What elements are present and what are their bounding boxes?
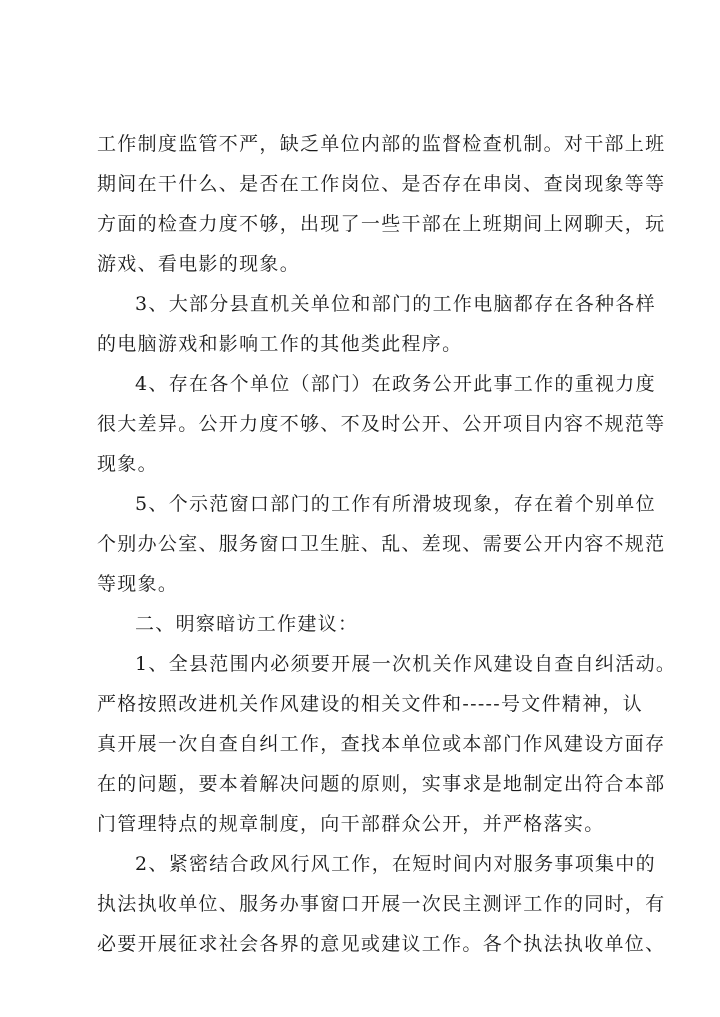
text-line-11: 个别办公室、服务窗口卫生脏、乱、差现、需要公开内容不规范 [97, 533, 666, 555]
text-line-17: 在的问题，要本着解决问题的原则，实事求是地制定出符合本部 [97, 773, 666, 795]
text-line-2: 期间在干什么、是否在工作岗位、是否存在串岗、查岗现象等等 [97, 173, 666, 195]
text-line-13: 二、明察暗访工作建议： [135, 613, 359, 635]
text-line-10: 5、个示范窗口部门的工作有所滑坡现象，存在着个别单位 [135, 493, 656, 515]
text-line-3: 方面的检查力度不够，出现了一些干部在上班期间上网聊天，玩 [97, 213, 666, 235]
text-line-14: 1、全县范围内必须要开展一次机关作风建设自查自纠活动。 [135, 653, 677, 675]
text-line-8: 很大差异。公开力度不够、不及时公开、公开项目内容不规范等 [97, 413, 666, 435]
text-line-1: 工作制度监管不严，缺乏单位内部的监督检查机制。对干部上班 [97, 133, 666, 155]
text-line-7: 4、存在各个单位（部门）在政务公开此事工作的重视力度 [135, 373, 656, 395]
text-line-19: 2、紧密结合政风行风工作，在短时间内对服务事项集中的 [135, 853, 656, 875]
text-line-18: 门管理特点的规章制度，向干部群众公开，并严格落实。 [97, 813, 605, 835]
text-line-9: 现象。 [97, 453, 158, 475]
text-line-16: 真开展一次自查自纠工作，查找本单位或本部门作风建设方面存 [97, 733, 666, 755]
text-line-12: 等现象。 [97, 573, 179, 595]
text-line-5: 3、大部分县直机关单位和部门的工作电脑都存在各种各样 [135, 293, 656, 315]
text-line-4: 游戏、看电影的现象。 [97, 253, 301, 275]
text-line-15: 严格按照改进机关作风建设的相关文件和-----号文件精神，认 [97, 693, 644, 715]
text-line-20: 执法执收单位、服务办事窗口开展一次民主测评工作的同时，有 [97, 893, 666, 915]
text-line-6: 的电脑游戏和影响工作的其他类此程序。 [97, 333, 463, 355]
text-line-21: 必要开展征求社会各界的意见或建议工作。各个执法执收单位、 [97, 933, 666, 955]
body-text [97, 124, 677, 964]
